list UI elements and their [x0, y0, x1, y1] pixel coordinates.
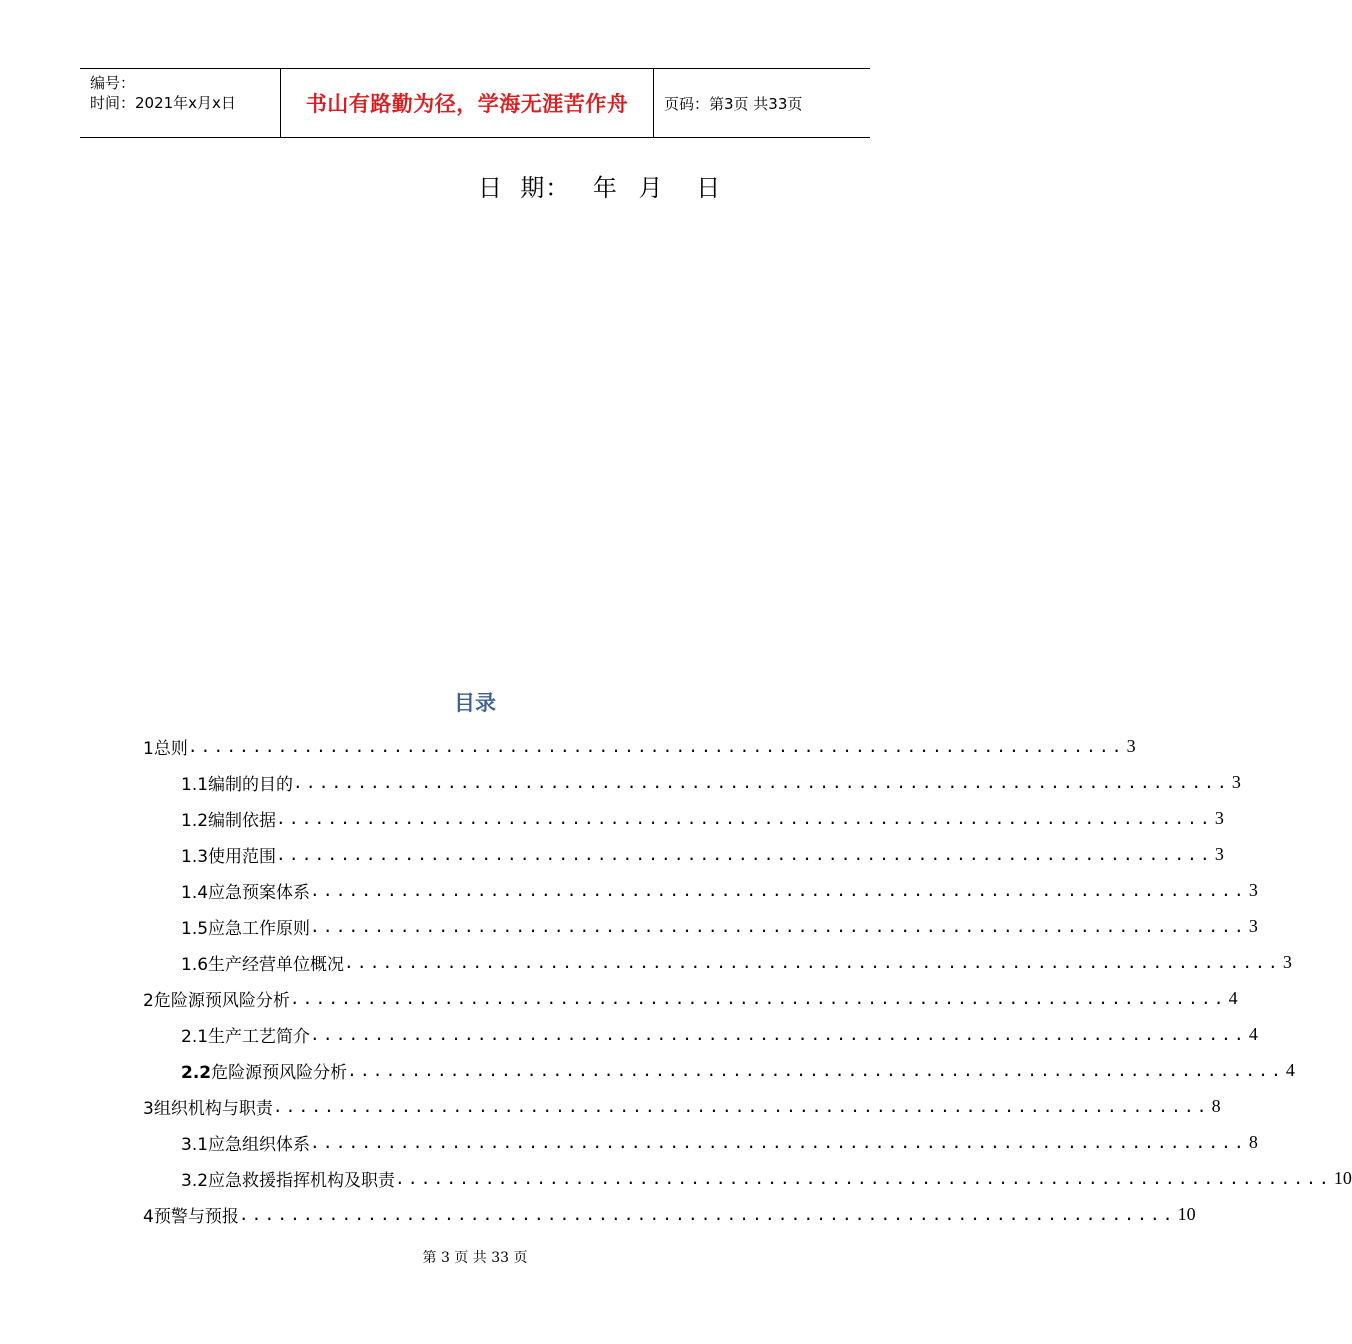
- toc-entry[interactable]: [143, 1124, 1258, 1160]
- toc-entry-label: 3组织机构与职责: [143, 1098, 273, 1119]
- toc-entry-page: 8: [1211, 1095, 1221, 1116]
- toc-leader-dots: .........................................................................: [238, 1204, 1176, 1224]
- toc-entry[interactable]: [143, 980, 1238, 1016]
- toc-entry-label: [181, 1058, 347, 1083]
- toc-entry[interactable]: [143, 872, 1258, 908]
- date-line: [478, 168, 721, 203]
- toc-entry[interactable]: [143, 1052, 1295, 1088]
- toc-leader-dots: .........................................................................: [395, 1168, 1332, 1188]
- toc-entry-page: 4: [1285, 1059, 1295, 1080]
- toc-entry[interactable]: [143, 944, 1292, 980]
- toc-leader-dots: .........................................................................: [293, 772, 1230, 792]
- toc-entry-page: 10: [1177, 1203, 1196, 1224]
- toc-leader-dots: .........................................................................: [344, 952, 1281, 972]
- toc-entry[interactable]: [143, 836, 1224, 872]
- toc-entry-page: 3: [1231, 771, 1241, 792]
- toc-entry[interactable]: [143, 1088, 1221, 1124]
- toc-entry-page: 3: [1214, 807, 1224, 828]
- toc-entry-label: 3.2应急救援指挥机构及职责: [181, 1170, 396, 1191]
- toc-title: 目录: [454, 691, 496, 715]
- toc-entry-label: 2危险源预风险分析: [143, 990, 290, 1011]
- toc-entry-page: 3: [1214, 843, 1224, 864]
- toc-entry-text: 危险源预风险分析: [211, 1062, 348, 1083]
- toc-entry-label: 1.2编制依据: [181, 810, 277, 831]
- toc-leader-dots: .........................................................................: [347, 1060, 1284, 1080]
- toc-leader-dots: .........................................................................: [310, 1024, 1247, 1044]
- page-header: [80, 68, 870, 138]
- header-time-label: 时间：2021年x月x日: [90, 94, 236, 112]
- toc-leader-dots: .........................................................................: [310, 880, 1247, 900]
- header-motto: 书山有路勤为径，学海无涯苦作舟: [305, 91, 629, 116]
- toc-entry[interactable]: [143, 1160, 1352, 1196]
- header-meta: [80, 69, 281, 137]
- toc-entry[interactable]: [143, 764, 1241, 800]
- toc-leader-dots: .........................................................................: [289, 988, 1227, 1008]
- date-year: 年: [592, 174, 618, 202]
- toc-leader-dots: .........................................................................: [310, 916, 1247, 936]
- toc-entry-label: 1.1编制的目的: [181, 774, 294, 795]
- header-motto-cell: [281, 69, 654, 137]
- toc-entry-page: 8: [1248, 1131, 1258, 1152]
- toc-entry-label: 3.1应急组织体系: [181, 1134, 311, 1155]
- date-month: 月: [638, 174, 664, 202]
- toc-entry-page: 3: [1248, 879, 1258, 900]
- toc-entry[interactable]: [143, 1196, 1196, 1232]
- toc-entry-label: 1总则: [143, 738, 188, 759]
- header-page-info: 页码：第3页 共33页: [664, 94, 803, 113]
- toc-entry-page: 10: [1333, 1167, 1352, 1188]
- toc-leader-dots: .........................................................................: [187, 736, 1125, 756]
- toc-entry[interactable]: [143, 1016, 1258, 1052]
- date-day: 日: [696, 174, 722, 202]
- toc-leader-dots: .........................................................................: [310, 1132, 1247, 1152]
- toc-leader-dots: .........................................................................: [272, 1096, 1210, 1116]
- toc-entry-page: 3: [1126, 735, 1136, 756]
- page-footer: 第 3 页 共 33 页: [422, 1250, 528, 1266]
- toc-entry-label: 4预警与预报: [143, 1206, 239, 1227]
- toc-entry-page: 4: [1248, 1023, 1258, 1044]
- toc-entry-label: 1.5应急工作原则: [181, 918, 311, 939]
- toc-entry-page: 4: [1228, 987, 1238, 1008]
- toc-leader-dots: .........................................................................: [276, 808, 1213, 828]
- toc-entry[interactable]: [143, 728, 1136, 764]
- toc-entry-label: 1.6生产经营单位概况: [181, 954, 345, 975]
- toc-entry-label: 1.4应急预案体系: [181, 882, 311, 903]
- date-label: 日 期：: [478, 174, 571, 202]
- toc-entry-label: 2.1生产工艺简介: [181, 1026, 311, 1047]
- toc-entry[interactable]: [143, 800, 1224, 836]
- toc-entry-number: 2.2: [181, 1062, 212, 1083]
- toc-entry[interactable]: [143, 908, 1258, 944]
- header-number-label: 编号：: [90, 74, 136, 92]
- toc-entry-page: 3: [1282, 951, 1292, 972]
- toc-entry-page: 3: [1248, 915, 1258, 936]
- toc-entry-label: 1.3使用范围: [181, 846, 277, 867]
- toc-leader-dots: .........................................................................: [276, 844, 1213, 864]
- table-of-contents: [143, 728, 1352, 1232]
